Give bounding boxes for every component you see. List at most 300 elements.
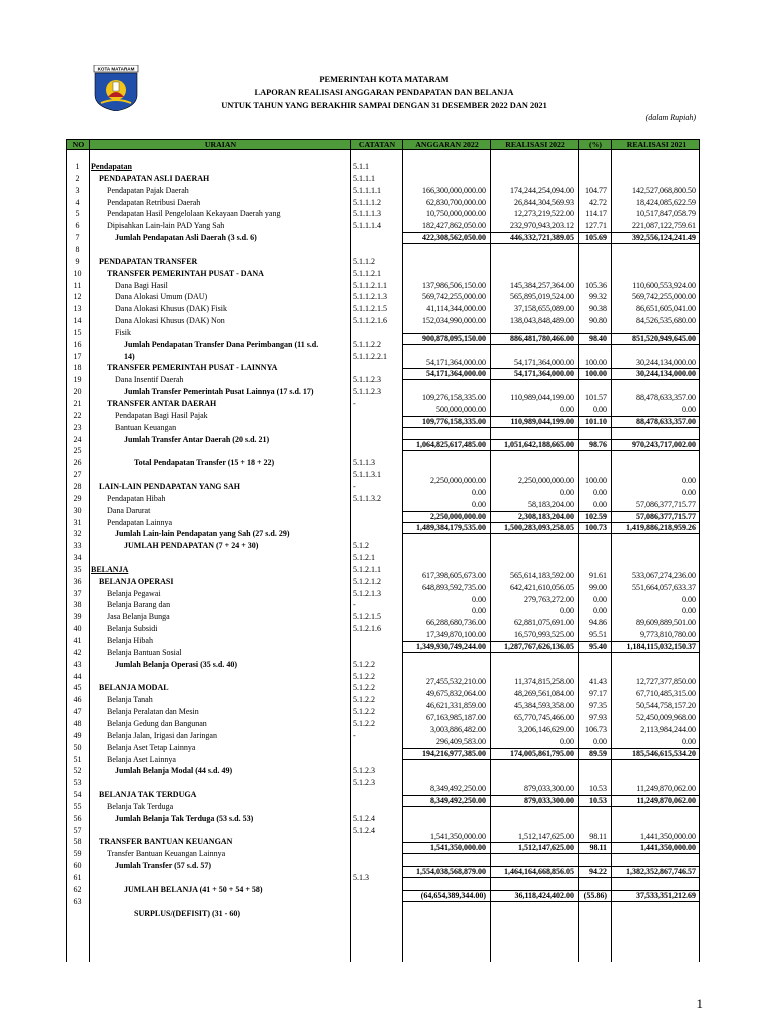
realisasi-2022-value: 2,308,183,204.00 — [518, 511, 574, 521]
realisasi-2022-value: 2,250,000,000.00 — [518, 476, 574, 486]
uraian-label: Belanja Bantuan Sosial — [107, 647, 182, 657]
catatan-ref: 5.1.2.4 — [353, 825, 375, 835]
percent-value: 97.93 — [589, 713, 607, 723]
total-rule — [402, 533, 700, 534]
catatan-ref: 5.1.2.1.3 — [353, 588, 381, 598]
catatan-ref: - — [353, 600, 356, 610]
realisasi-2021-value: 84,526,535,680.00 — [636, 316, 696, 326]
row-number: 46 — [73, 695, 82, 705]
percent-value: 106.73 — [585, 724, 607, 734]
row-number: 33 — [73, 541, 82, 551]
percent-value: 94.22 — [589, 867, 607, 877]
total-rule — [402, 450, 700, 451]
uraian-label: Pendapatan Hibah — [107, 493, 166, 503]
realisasi-2022-value: 3,206,146,629.00 — [518, 724, 574, 734]
total-rule — [402, 866, 700, 867]
row-number: 23 — [73, 422, 82, 432]
realisasi-2022-value: 232,970,943,203.12 — [510, 221, 574, 231]
percent-value: 0.00 — [593, 404, 607, 414]
percent-value: 10.53 — [589, 795, 607, 805]
realisasi-2021-value: 110,600,553,924.00 — [632, 280, 696, 290]
col-realisasi-2022: REALISASI 2022 — [505, 140, 565, 149]
anggaran-2022-value: 900,878,095,150.00 — [422, 333, 486, 343]
catatan-ref: 5.1.1.1 — [353, 173, 375, 183]
percent-value: 97.17 — [589, 689, 607, 699]
uraian-label: Pendapatan Bagi Hasil Pajak — [115, 410, 208, 420]
catatan-ref: 5.1.2.2 — [353, 695, 375, 705]
row-number: 40 — [73, 624, 82, 634]
total-rule — [402, 344, 700, 345]
total-rule — [402, 759, 700, 760]
realisasi-2022-value: 65,770,745,466.00 — [514, 713, 574, 723]
anggaran-2022-value: 1,541,350,000.00 — [430, 843, 486, 853]
percent-value: 0.00 — [593, 594, 607, 604]
catatan-ref: 5.1.1.2 — [353, 256, 375, 266]
total-rule — [402, 748, 700, 749]
row-number: 17 — [73, 351, 82, 361]
percent-value: 100.73 — [585, 523, 607, 533]
realisasi-2021-value: 37,533,351,212.69 — [636, 890, 696, 900]
anggaran-2022-value: 137,986,506,150.00 — [422, 280, 486, 290]
row-number: 5 — [75, 209, 80, 219]
anggaran-2022-value: 54,171,364,000.00 — [426, 369, 486, 379]
row-number: 28 — [73, 481, 82, 491]
anggaran-2022-value: 8,349,492,250.00 — [430, 795, 486, 805]
percent-value: 100.00 — [585, 357, 607, 367]
anggaran-2022-value: 152,034,990,000.00 — [422, 316, 486, 326]
percent-value: 0.00 — [593, 487, 607, 497]
catatan-ref: 5.1.1.2.1.6 — [353, 316, 387, 326]
realisasi-2022-value: 36,118,424,402.00 — [514, 890, 574, 900]
realisasi-2021-value: 30,244,134,000.00 — [636, 369, 696, 379]
anggaran-2022-value: 1,349,930,749,244.00 — [416, 641, 486, 651]
realisasi-2022-value: 174,005,861,795.00 — [510, 748, 574, 758]
percent-value: 127.71 — [585, 221, 607, 231]
percent-value: 99.00 — [589, 582, 607, 592]
percent-value: 89.59 — [589, 748, 607, 758]
uraian-label: Belanja Tanah — [107, 695, 153, 705]
catatan-ref: 5.1.2.2 — [353, 683, 375, 693]
uraian-label: Total Pendapatan Transfer (15 + 18 + 22) — [134, 458, 275, 468]
total-rule — [402, 427, 700, 428]
uraian-label: Belanja Pegawai — [107, 588, 161, 598]
row-number: 39 — [73, 612, 82, 622]
col-catatan: CATATAN — [358, 140, 396, 149]
row-number: 61 — [73, 873, 82, 882]
row-number: 2 — [75, 173, 80, 183]
realisasi-2021-value: 0.00 — [682, 404, 696, 414]
catatan-ref: 5.1.1.1.3 — [353, 209, 381, 219]
row-number: 9 — [75, 256, 80, 266]
realisasi-2022-value: 886,481,780,466.00 — [510, 333, 574, 343]
row-number: 44 — [73, 671, 82, 681]
anggaran-2022-value: 1,541,350,000.00 — [430, 831, 486, 841]
realisasi-2021-value: 851,520,949,645.00 — [632, 333, 696, 343]
realisasi-2022-value: 0.00 — [560, 736, 574, 746]
row-number: 56 — [73, 813, 82, 823]
anggaran-2022-value: 296,409,583.00 — [436, 736, 486, 746]
row-number: 49 — [73, 730, 82, 740]
anggaran-2022-value: 422,308,562,050.00 — [422, 233, 486, 243]
uraian-label: LAIN-LAIN PENDAPATAN YANG SAH — [99, 481, 240, 491]
realisasi-2021-value: 67,710,485,315.00 — [636, 689, 696, 699]
row-number: 53 — [73, 778, 82, 788]
realisasi-2021-value: 11,249,870,062.00 — [636, 784, 696, 794]
row-number: 43 — [73, 659, 82, 669]
realisasi-2022-value: 58,183,204.00 — [528, 499, 574, 509]
row-number: 55 — [73, 801, 82, 811]
uraian-label: Fisik — [115, 327, 132, 337]
realisasi-2021-value: 0.00 — [682, 476, 696, 486]
row-number: 37 — [73, 588, 82, 598]
catatan-ref: 5.1.1.2.2 — [353, 339, 381, 349]
realisasi-2021-value: 1,382,352,867,746.57 — [626, 867, 696, 877]
total-rule — [402, 368, 700, 369]
realisasi-2021-value: 533,067,274,236.00 — [632, 570, 696, 580]
row-number: 30 — [73, 505, 82, 515]
realisasi-2022-value: 879,033,300.00 — [524, 795, 574, 805]
row-number: 26 — [73, 458, 82, 468]
col-percent: (%) — [589, 140, 602, 149]
percent-value: 114.17 — [585, 209, 607, 219]
realisasi-2022-value: 37,158,655,089.00 — [514, 304, 574, 314]
row-number: 13 — [73, 304, 82, 314]
anggaran-2022-value: 166,300,000,000.00 — [422, 185, 486, 195]
report-issuer: PEMERINTAH KOTA MATARAM — [319, 75, 449, 84]
catatan-ref: 5.1.1.3.2 — [353, 493, 381, 503]
uraian-label: Jumlah Belanja Modal (44 s.d. 49) — [115, 766, 233, 776]
realisasi-2022-value: 54,171,364,000.00 — [514, 357, 574, 367]
realisasi-2021-value: 551,664,057,633.37 — [632, 582, 696, 592]
total-rule — [402, 853, 700, 854]
anggaran-2022-value: 648,893,592,735.00 — [422, 582, 486, 592]
uraian-label: Pendapatan — [91, 162, 132, 171]
row-number: 59 — [73, 849, 82, 859]
realisasi-2022-value: 12,273,219,522.00 — [514, 209, 574, 219]
percent-value: 90.38 — [589, 304, 607, 314]
realisasi-2021-value: 0.00 — [682, 606, 696, 616]
realisasi-2022-value: 0.00 — [560, 606, 574, 616]
catatan-ref: 5.1.1.2.2.1 — [353, 351, 387, 361]
realisasi-2022-value: 45,384,593,358.00 — [514, 701, 574, 711]
anggaran-2022-value: 41,114,344,000.00 — [426, 304, 486, 314]
uraian-label: TRANSFER BANTUAN KEUANGAN — [99, 837, 233, 847]
percent-value: 105.36 — [585, 280, 607, 290]
uraian-label: Jumlah Transfer Pemerintah Pusat Lainnya (17 s.d. 17) — [124, 387, 314, 397]
realisasi-2022-value: 1,287,767,626,136.05 — [504, 641, 574, 651]
row-number: 14 — [73, 316, 82, 326]
uraian-label: BELANJA OPERASI — [99, 576, 174, 586]
uraian-label: Dana Alokasi Umum (DAU) — [115, 292, 208, 302]
total-rule — [402, 333, 700, 334]
row-number: 10 — [73, 268, 82, 278]
uraian-label: Belanja Subsidi — [107, 624, 158, 634]
anggaran-2022-value: 67,163,985,187.00 — [426, 713, 486, 723]
uraian-label: Belanja Tak Terduga — [107, 801, 174, 811]
uraian-label: Pendapatan Pajak Daerah — [107, 185, 189, 195]
percent-value: 101.57 — [585, 393, 607, 403]
realisasi-2021-value: 0.00 — [682, 594, 696, 604]
row-number: 3 — [75, 185, 80, 195]
percent-value: 105.69 — [585, 233, 607, 243]
realisasi-2022-value: 446,332,721,389.05 — [510, 233, 574, 243]
realisasi-2022-value: 26,844,304,569.93 — [514, 197, 574, 207]
total-rule — [402, 795, 700, 796]
realisasi-2022-value: 1,512,147,625.00 — [518, 843, 574, 853]
total-rule — [402, 416, 700, 417]
uraian-label: Jumlah Transfer Antar Daerah (20 s.d. 21) — [124, 434, 270, 444]
total-rule — [402, 511, 700, 512]
catatan-ref: 5.1.2.2 — [353, 671, 375, 681]
uraian-label: Pendapatan Lainnya — [107, 517, 173, 527]
uraian-label: Jumlah Belanja Tak Terduga (53 s.d. 53) — [115, 813, 254, 823]
row-number: 34 — [73, 553, 82, 563]
uraian-label: Belanja Gedung dan Bangunan — [107, 718, 207, 728]
col-anggaran-2022: ANGGARAN 2022 — [415, 140, 479, 149]
realisasi-2022-value: 16,570,993,525.00 — [514, 630, 574, 640]
row-number: 27 — [73, 470, 82, 480]
report-period: UNTUK TAHUN YANG BERAKHIR SAMPAI DENGAN 31 DESEMBER 2022 DAN 2021 — [221, 101, 547, 110]
total-rule — [402, 379, 700, 380]
anggaran-2022-value: 3,003,886,482.00 — [430, 724, 486, 734]
uraian-label: Jumlah Transfer (57 s.d. 57) — [115, 861, 212, 871]
anggaran-2022-value: 0.00 — [472, 606, 486, 616]
anggaran-2022-value: 109,776,158,335.00 — [422, 416, 486, 426]
catatan-ref: 5.1.2.1.5 — [353, 612, 381, 622]
uraian-label: Dana Insentif Daerah — [115, 375, 184, 385]
realisasi-2022-value: 110,989,044,199.00 — [510, 393, 574, 403]
catatan-ref: 5.1.1.2.1.5 — [353, 304, 387, 314]
catatan-ref: 5.1.2.3 — [353, 766, 375, 776]
row-number: 12 — [73, 292, 82, 302]
catatan-ref: 5.1.1.2.3 — [353, 387, 381, 397]
realisasi-2021-value: 10,517,847,058.79 — [636, 209, 696, 219]
percent-value: 99.32 — [589, 292, 607, 302]
uraian-label: PENDAPATAN ASLI DAERAH — [99, 173, 210, 183]
anggaran-2022-value: 62,830,700,000.00 — [426, 197, 486, 207]
uraian-label: SURPLUS/(DEFISIT) (31 - 60) — [134, 908, 241, 918]
uraian-label: Dipisahkan Lain-lain PAD Yang Sah — [107, 221, 225, 231]
uraian-label: Pendapatan Hasil Pengelolaan Kekayaan Daerah yang — [107, 209, 281, 219]
realisasi-2021-value: 2,113,984,244.00 — [640, 724, 696, 734]
row-number: 22 — [73, 410, 82, 420]
realisasi-2021-value: 221,087,122,759.61 — [632, 221, 696, 231]
row-number: 6 — [75, 221, 80, 231]
anggaran-2022-value: 10,750,000,000.00 — [426, 209, 486, 219]
report-title: LAPORAN REALISASI ANGGARAN PENDAPATAN DAN BELANJA — [254, 88, 514, 97]
realisasi-2022-value: 110,989,044,199.00 — [510, 416, 574, 426]
uraian-label: PENDAPATAN TRANSFER — [99, 256, 198, 266]
realisasi-2022-value: 565,895,019,524.00 — [510, 292, 574, 302]
anggaran-2022-value: 182,427,862,050.00 — [422, 221, 486, 231]
realisasi-2021-value: 1,184,115,032,150.37 — [626, 641, 696, 651]
uraian-label: TRANSFER PEMERINTAH PUSAT - DANA — [107, 268, 264, 278]
uraian-label: Jumlah Pendapatan Transfer Dana Perimbangan (11 s.d. — [124, 339, 319, 349]
percent-value: 95.40 — [589, 641, 607, 651]
realisasi-2022-value: 145,384,257,364.00 — [510, 280, 574, 290]
uraian-label: Transfer Bantuan Keuangan Lainnya — [107, 849, 226, 859]
uraian-label: Pendapatan Retribusi Daerah — [107, 197, 201, 207]
realisasi-2022-value: 279,763,272.00 — [524, 594, 574, 604]
total-rule — [402, 890, 700, 891]
percent-value: 102.59 — [585, 511, 607, 521]
uraian-label: BELANJA — [91, 564, 129, 574]
col-no: NO — [72, 140, 85, 149]
catatan-ref: 5.1.2.2 — [353, 718, 375, 728]
realisasi-2021-value: 18,424,085,622.59 — [636, 197, 696, 207]
percent-value: 101.10 — [585, 416, 607, 426]
catatan-ref: - — [353, 399, 356, 408]
catatan-ref: 5.1.1.1.2 — [353, 197, 381, 207]
uraian-label: Dana Bagi Hasil — [115, 280, 168, 290]
realisasi-2021-value: 0.00 — [682, 487, 696, 497]
percent-value: 41.43 — [589, 677, 607, 687]
realisasi-2022-value: 48,269,561,084.00 — [514, 689, 574, 699]
realisasi-2021-value: 569,742,255,000.00 — [632, 292, 696, 302]
row-number: 7 — [75, 233, 80, 243]
realisasi-2021-value: 52,450,009,968.00 — [636, 713, 696, 723]
realisasi-2022-value: 565,614,183,592.00 — [510, 570, 574, 580]
uraian-label: Jumlah Belanja Operasi (35 s.d. 40) — [115, 659, 238, 669]
realisasi-2021-value: 392,556,124,241.49 — [632, 233, 696, 243]
realisasi-2021-value: 57,086,377,715.77 — [636, 499, 696, 509]
catatan-ref: 5.1.2 — [353, 541, 369, 551]
row-number: 29 — [73, 493, 82, 503]
row-number: 20 — [73, 387, 82, 397]
total-rule — [402, 901, 700, 902]
row-number: 63 — [73, 896, 82, 906]
anggaran-2022-value: 1,554,038,568,879.00 — [416, 867, 486, 877]
row-number: 60 — [73, 861, 82, 871]
row-number: 19 — [73, 375, 82, 385]
row-number: 35 — [73, 564, 82, 574]
catatan-ref: 5.1.1.2.1.3 — [353, 292, 387, 302]
total-rule — [402, 522, 700, 523]
row-number: 58 — [73, 837, 82, 847]
uraian-label: JUMLAH PENDAPATAN (7 + 24 + 30) — [124, 541, 259, 551]
uraian-label: Bantuan Keuangan — [115, 422, 177, 432]
catatan-ref: 5.1.1.2.3 — [353, 375, 381, 385]
row-number: 8 — [75, 244, 80, 254]
row-number: 52 — [73, 766, 82, 776]
anggaran-2022-value: 500,000,000.00 — [436, 404, 486, 414]
total-rule — [402, 842, 700, 843]
realisasi-2021-value: 1,441,350,000.00 — [640, 831, 696, 841]
row-number: 42 — [73, 647, 82, 657]
row-number: 16 — [73, 339, 82, 349]
uraian-label: 14) — [124, 351, 135, 361]
total-rule — [402, 439, 700, 440]
row-number: 21 — [73, 399, 82, 408]
catatan-ref: 5.1.1.1.1 — [353, 185, 381, 195]
realisasi-2021-value: 1,419,886,218,959.26 — [626, 523, 696, 533]
percent-value: 98.40 — [589, 333, 607, 343]
catatan-ref: 5.1.2.3 — [353, 778, 375, 788]
anggaran-2022-value: 2,250,000,000.00 — [430, 511, 486, 521]
total-rule — [402, 232, 700, 233]
row-number: 45 — [73, 683, 82, 693]
anggaran-2022-value: 194,216,977,385.00 — [422, 748, 486, 758]
page-number: 1 — [696, 996, 703, 1011]
anggaran-2022-value: 66,288,680,736.00 — [426, 618, 486, 628]
uraian-label: Belanja Barang dan — [107, 600, 171, 610]
realisasi-2022-value: 1,051,642,188,665.00 — [504, 440, 574, 450]
row-number: 62 — [73, 884, 82, 894]
catatan-ref: 5.1.2.4 — [353, 813, 375, 823]
realisasi-2022-value: 642,421,610,056.05 — [510, 582, 574, 592]
svg-text:KOTA MATARAM: KOTA MATARAM — [97, 66, 135, 72]
anggaran-2022-value: 8,349,492,250.00 — [430, 784, 486, 794]
percent-value: 95.51 — [589, 630, 607, 640]
realisasi-2021-value: 88,478,633,357.00 — [636, 416, 696, 426]
uraian-label: Dana Alokasi Khusus (DAK) Fisik — [115, 304, 227, 314]
realisasi-2021-value: 86,651,605,041.00 — [636, 304, 696, 314]
realisasi-2022-value: 0.00 — [560, 404, 574, 414]
percent-value: 98.11 — [589, 831, 607, 841]
uraian-label: Dana Alokasi Khusus (DAK) Non — [115, 316, 225, 326]
percent-value: 104.77 — [585, 185, 607, 195]
uraian-label: Belanja Aset Lainnya — [107, 754, 176, 764]
anggaran-2022-value: 0.00 — [472, 487, 486, 497]
uraian-label: TRANSFER ANTAR DAERAH — [107, 399, 217, 408]
total-rule — [402, 652, 700, 653]
total-rule — [402, 641, 700, 642]
catatan-ref: - — [353, 481, 356, 491]
uraian-label: BELANJA MODAL — [99, 683, 169, 693]
realisasi-2021-value: 12,727,377,850.00 — [636, 677, 696, 687]
uraian-label: BELANJA TAK TERDUGA — [99, 790, 197, 800]
catatan-ref: 5.1.1.3.1 — [353, 470, 381, 480]
realisasi-2021-value: 142,527,068,800.50 — [632, 185, 696, 195]
row-number: 4 — [75, 197, 80, 207]
percent-value: 0.00 — [593, 736, 607, 746]
realisasi-2022-value: 62,881,075,691.00 — [514, 618, 574, 628]
row-number: 57 — [73, 825, 82, 835]
row-number: 1 — [75, 162, 80, 171]
percent-value: (55.86) — [583, 890, 607, 900]
realisasi-2022-value: 138,043,848,489.00 — [510, 316, 574, 326]
catatan-ref: 5.1.1.3 — [353, 458, 375, 468]
uraian-label: Belanja Hibah — [107, 636, 153, 645]
row-number: 38 — [73, 600, 82, 610]
uraian-label: Belanja Peralatan dan Mesin — [107, 707, 199, 717]
realisasi-2022-value: 174,244,254,094.00 — [510, 185, 574, 195]
anggaran-2022-value: 0.00 — [472, 499, 486, 509]
budget-realization-table — [66, 139, 700, 962]
anggaran-2022-value: 49,675,832,064.00 — [426, 689, 486, 699]
uraian-label: Belanja Jalan, Irigasi dan Jaringan — [107, 730, 217, 740]
percent-value: 42.72 — [589, 197, 607, 207]
table-header — [66, 139, 700, 150]
row-number: 51 — [73, 754, 82, 764]
row-number: 36 — [73, 576, 82, 586]
realisasi-2022-value: 54,171,364,000.00 — [514, 369, 574, 379]
percent-value: 100.00 — [585, 476, 607, 486]
currency-unit-note: (dalam Rupiah) — [645, 113, 696, 122]
percent-value: 98.76 — [589, 440, 607, 450]
row-number: 11 — [73, 280, 82, 290]
realisasi-2021-value: 1,441,350,000.00 — [640, 843, 696, 853]
realisasi-2022-value: 879,033,300.00 — [524, 784, 574, 794]
catatan-ref: 5.1.2.2 — [353, 707, 375, 717]
realisasi-2022-value: 1,464,164,668,856.05 — [504, 867, 574, 877]
anggaran-2022-value: 0.00 — [472, 594, 486, 604]
realisasi-2021-value: 0.00 — [682, 736, 696, 746]
percent-value: 90.80 — [589, 316, 607, 326]
catatan-ref: 5.1.2.1.6 — [353, 624, 381, 634]
catatan-ref: 5.1.1.2.1 — [353, 268, 381, 278]
total-rule — [402, 806, 700, 807]
